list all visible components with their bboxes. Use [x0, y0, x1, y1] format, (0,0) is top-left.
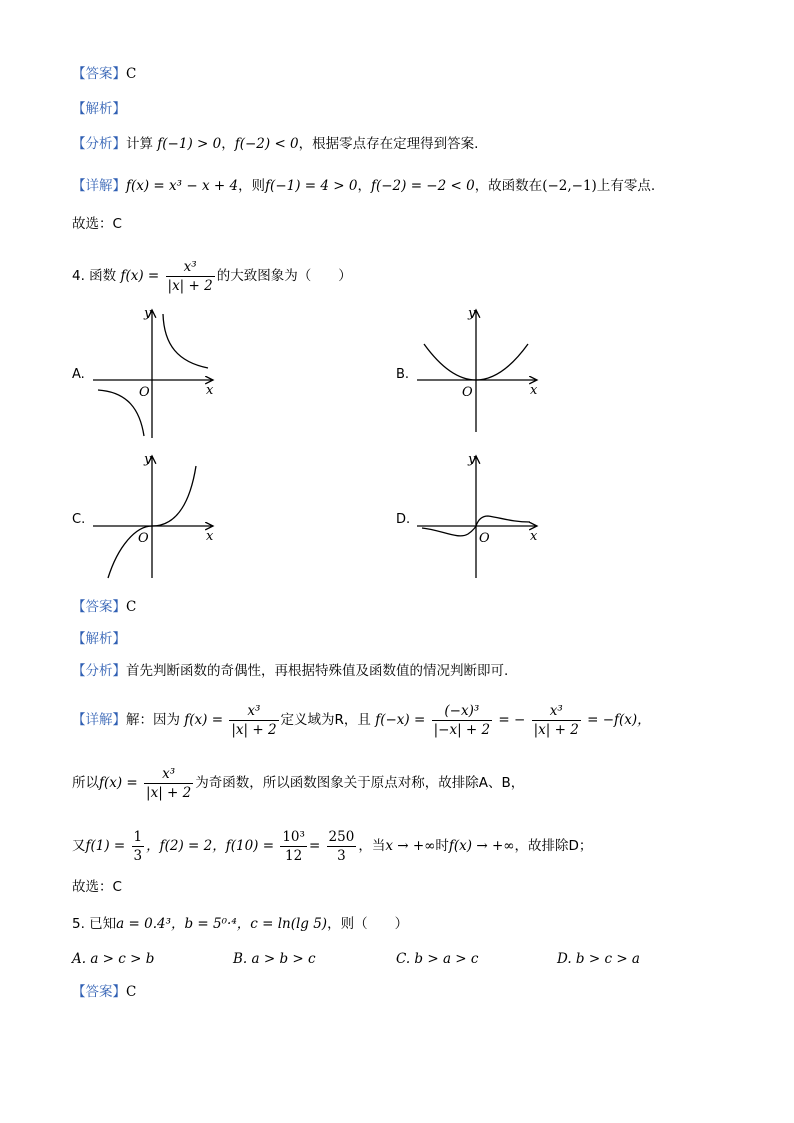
q4-detail-num2: (−x)³ — [432, 702, 493, 721]
q5-choice-b: B. a > b > c — [233, 951, 316, 967]
q5-stem-end: ，则（ ） — [327, 916, 409, 932]
q3-detail-line — [72, 176, 655, 196]
q4-detail-num1: x³ — [229, 702, 278, 721]
q4-also-prefix: 又 — [72, 838, 86, 854]
detail-tag: 【详解】 — [72, 178, 126, 194]
q3-analysis-line — [72, 99, 126, 119]
q4-detail-num3: x³ — [532, 702, 581, 721]
q4-f10-num2: 250 — [328, 829, 355, 845]
q4-f10-eq: = — [308, 838, 321, 854]
q4-f1: f(1) = — [85, 838, 126, 854]
q3-fenxi-text2: ，根据零点存在定理得到答案. — [298, 136, 479, 152]
origin-label: O — [138, 531, 149, 546]
x-label: x — [530, 529, 538, 544]
q4-so-text: 为奇函数，所以函数图象关于原点对称，故排除A、B， — [195, 775, 525, 791]
q4-detail-prefix: 解：因为 — [126, 712, 180, 728]
x-label: x — [206, 383, 214, 398]
q5-stem — [72, 914, 408, 934]
fenxi-tag: 【分析】 — [72, 663, 126, 679]
q3-detail-math3: f(−2) = −2 < 0 — [370, 178, 475, 194]
q3-fenxi-text1: 计算 — [126, 136, 153, 152]
q4-shi: 时 — [435, 838, 449, 854]
option-d-label: D. — [396, 512, 411, 527]
q4-f1-den: 3 — [133, 848, 143, 864]
origin-label: O — [462, 385, 473, 400]
q3-choose-line: 故选：C — [72, 216, 122, 232]
q4-detail-domain: 定义域为R，且 — [280, 712, 371, 728]
analysis-tag: 【解析】 — [72, 631, 126, 647]
q4-when: ，当 — [358, 838, 386, 854]
curve-branch-right — [163, 314, 208, 368]
q4-so-fx: f(x) = — [99, 775, 138, 791]
answer-tag: 【答案】 — [72, 599, 126, 615]
answer-tag: 【答案】 — [72, 66, 126, 82]
q3-fenxi-line — [72, 134, 478, 154]
q3-detail-text2: ，故函数在 — [474, 178, 543, 194]
q4-fenxi-line — [72, 661, 508, 681]
q4-answer: C — [126, 599, 137, 615]
origin-label: O — [479, 531, 490, 546]
q3-detail-math1: f(x) = x³ − x + 4 — [126, 178, 239, 194]
q4-f10-fraction2 — [327, 828, 357, 865]
q5-choice-d: D. b > c > a — [557, 951, 640, 967]
q4-fraction — [166, 258, 215, 295]
option-c-label: C. — [72, 512, 86, 527]
q4-numerator: x³ — [166, 258, 215, 277]
q4-detail-tail: = −f(x)， — [587, 712, 651, 728]
q5-stem-prefix: 5. 已知 — [72, 916, 117, 932]
q4-fx: f(x) = — [120, 268, 160, 284]
q4-so-fraction — [144, 765, 193, 802]
y-label: y — [144, 306, 152, 321]
q4-f2: ，f(2) = 2， — [146, 838, 226, 854]
q3-answer: C — [126, 66, 137, 82]
q4-detail-line — [72, 702, 651, 739]
q5-choice-c: C. b > a > c — [396, 951, 479, 967]
option-a-label: A. — [72, 367, 85, 382]
origin-label: O — [139, 385, 150, 400]
q4-detail-fraction2 — [432, 702, 493, 739]
y-label: y — [468, 306, 476, 321]
q4-also-line — [72, 828, 592, 865]
fenxi-tag: 【分析】 — [72, 136, 126, 152]
detail-tag: 【详解】 — [72, 712, 126, 728]
q4-analysis-line — [72, 629, 126, 649]
q4-choose-line: 故选：C — [72, 879, 122, 895]
q4-stem — [72, 258, 352, 295]
q4-denominator: |x| + 2 — [167, 278, 213, 294]
q4-limit: x → +∞ — [385, 838, 436, 854]
analysis-tag: 【解析】 — [72, 101, 126, 117]
q4-number: 4. 函数 — [72, 268, 117, 284]
y-label: y — [144, 452, 152, 467]
q4-detail-den3: |x| + 2 — [533, 722, 579, 738]
q4-detail-fneg: f(−x) = — [375, 712, 426, 728]
q4-so-prefix: 所以 — [72, 775, 99, 791]
option-b-label: B. — [396, 367, 410, 382]
x-label: x — [206, 529, 214, 544]
q4-f1-num: 1 — [133, 829, 143, 845]
graph-d — [412, 446, 552, 586]
q4-f10-den2: 3 — [337, 848, 346, 864]
q3-fenxi-math1: f(−1) > 0 — [157, 136, 222, 152]
q3-detail-sep: ， — [357, 178, 371, 194]
q4-f10-fraction — [280, 828, 307, 865]
q3-answer-line — [72, 64, 136, 84]
q4-answer-line — [72, 597, 136, 617]
answer-tag: 【答案】 — [72, 984, 126, 1000]
q3-fenxi-math2: f(−2) < 0 — [234, 136, 299, 152]
graph-a — [88, 300, 228, 440]
q4-fenxi-text: 首先判断函数的奇偶性，再根据特殊值及函数值的情况判断即可. — [126, 663, 509, 679]
q4-detail-fraction1 — [229, 702, 278, 739]
q5-choice-a: A. a > c > b — [72, 951, 155, 967]
q3-detail-text1: ，则 — [238, 178, 266, 194]
q3-fenxi-sep: ， — [221, 136, 235, 152]
curve-branch-left — [98, 390, 144, 436]
q4-f1-fraction — [132, 828, 145, 865]
q3-detail-text3: 上有零点. — [596, 178, 656, 194]
q4-detail-den1: |x| + 2 — [231, 722, 277, 738]
q4-f10: f(10) = — [225, 838, 275, 854]
q4-so-line — [72, 765, 524, 802]
q4-so-num: x³ — [144, 765, 193, 784]
q3-detail-math2: f(−1) = 4 > 0 — [265, 178, 358, 194]
q4-detail-den2: |−x| + 2 — [433, 722, 491, 738]
q3-detail-math4: (−2,−1) — [542, 178, 597, 194]
q4-stem-end: 的大致图象为（ ） — [216, 268, 352, 284]
q5-answer: C — [126, 984, 137, 1000]
graph-b — [412, 300, 552, 440]
q5-answer-line — [72, 982, 136, 1002]
q4-exclude: ，故排除D； — [514, 838, 593, 854]
q5-stem-math: a = 0.4³，b = 5⁰·⁴，c = ln(lg 5) — [116, 916, 328, 932]
q4-limit2: f(x) → +∞ — [448, 838, 515, 854]
graph-c — [88, 446, 228, 586]
q4-so-den: |x| + 2 — [146, 785, 192, 801]
q4-f10-num: 10³ — [282, 829, 305, 845]
q4-detail-fx: f(x) = — [184, 712, 224, 728]
q4-f10-den: 12 — [285, 848, 303, 864]
y-label: y — [468, 452, 476, 467]
q4-detail-eq: = − — [498, 712, 526, 728]
q4-detail-fraction3 — [532, 702, 581, 739]
x-label: x — [530, 383, 538, 398]
